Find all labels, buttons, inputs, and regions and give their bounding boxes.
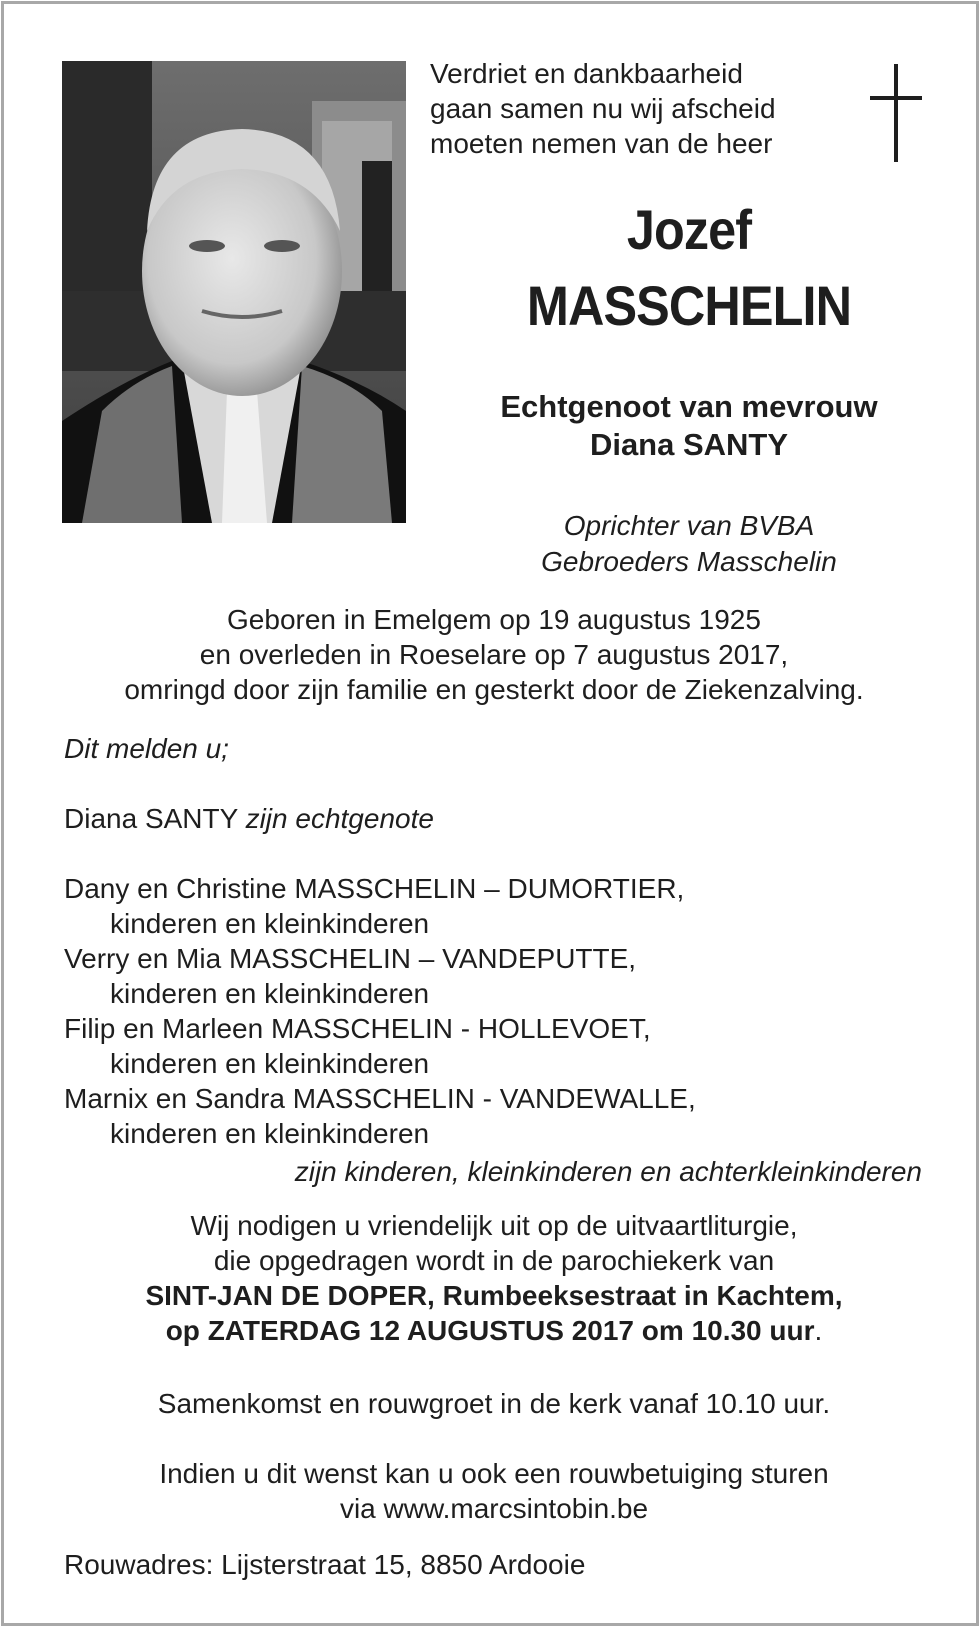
funeral-date: op ZATERDAG 12 AUGUSTUS 2017 om 10.30 uur <box>165 1315 815 1346</box>
intro-line: moeten nemen van de heer <box>430 128 773 159</box>
list-item: Marnix en Sandra MASSCHELIN - VANDEWALLE, <box>64 1083 696 1114</box>
founder-line: Gebroeders Masschelin <box>541 546 837 577</box>
spouse-line: Diana SANTY <box>589 427 789 462</box>
list-item-sub: kinderen en kleinkinderen <box>110 1118 430 1149</box>
birth-line: Geboren in Emelgem op 19 augustus 1925 <box>227 604 761 635</box>
list-item-sub: kinderen en kleinkinderen <box>110 978 430 1009</box>
list-item: Filip en Marleen MASSCHELIN - HOLLEVOET, <box>64 1013 651 1044</box>
condolence-line: Indien u dit wenst kan u ook een rouwbetuiging sturen <box>159 1458 829 1489</box>
invite-line: Wij nodigen u vriendelijk uit op de uitvaartliturgie, <box>190 1210 798 1241</box>
list-item: Verry en Mia MASSCHELIN – VANDEPUTTE, <box>64 943 637 974</box>
invite-line: die opgedragen wordt in de parochiekerk van <box>213 1245 775 1276</box>
deceased-last-name: MASSCHELIN <box>526 274 852 337</box>
intro-text <box>430 56 830 161</box>
church-location: SINT-JAN DE DOPER, Rumbeeksestraat in Kachtem, <box>145 1280 843 1311</box>
meeting-info <box>44 1386 944 1421</box>
widow-name: Diana SANTY <box>64 803 238 834</box>
intro-line: gaan samen nu wij afscheid <box>430 93 776 124</box>
children-list <box>64 871 696 1151</box>
death-line: en overleden in Roeselare op 7 augustus 2017, <box>199 639 789 670</box>
widow-line <box>64 801 434 836</box>
funeral-invitation <box>44 1208 944 1348</box>
spouse-info <box>434 388 944 464</box>
condolence-url[interactable]: via www.marcsintobin.be <box>339 1493 649 1524</box>
list-item-sub: kinderen en kleinkinderen <box>110 908 430 939</box>
founder-line: Oprichter van BVBA <box>563 510 815 541</box>
children-role: zijn kinderen, kleinkinderen en achterkleinkinderen <box>294 1156 922 1187</box>
list-item: Dany en Christine MASSCHELIN – DUMORTIER, <box>64 873 685 904</box>
context-line: omringd door zijn familie en gesterkt door de Ziekenzalving. <box>124 674 864 705</box>
mourning-address: Rouwadres: Lijsterstraat 15, 8850 Ardooie <box>64 1549 586 1580</box>
portrait-photo <box>62 61 406 523</box>
founder-info <box>434 508 944 580</box>
announcement: Dit melden u; <box>64 733 229 764</box>
spouse-line: Echtgenoot van mevrouw <box>500 389 878 424</box>
cross-icon <box>867 64 927 164</box>
date-period: . <box>814 1315 823 1346</box>
list-item-sub: kinderen en kleinkinderen <box>110 1048 430 1079</box>
condolence-info <box>44 1456 944 1526</box>
meeting-line: Samenkomst en rouwgroet in de kerk vanaf 10.10 uur. <box>157 1388 831 1419</box>
birth-death-info <box>44 602 944 707</box>
obituary-card <box>1 1 979 1626</box>
widow-role: zijn echtgenote <box>245 803 434 834</box>
deceased-first-name: Jozef <box>626 198 752 261</box>
intro-line: Verdriet en dankbaarheid <box>430 58 743 89</box>
